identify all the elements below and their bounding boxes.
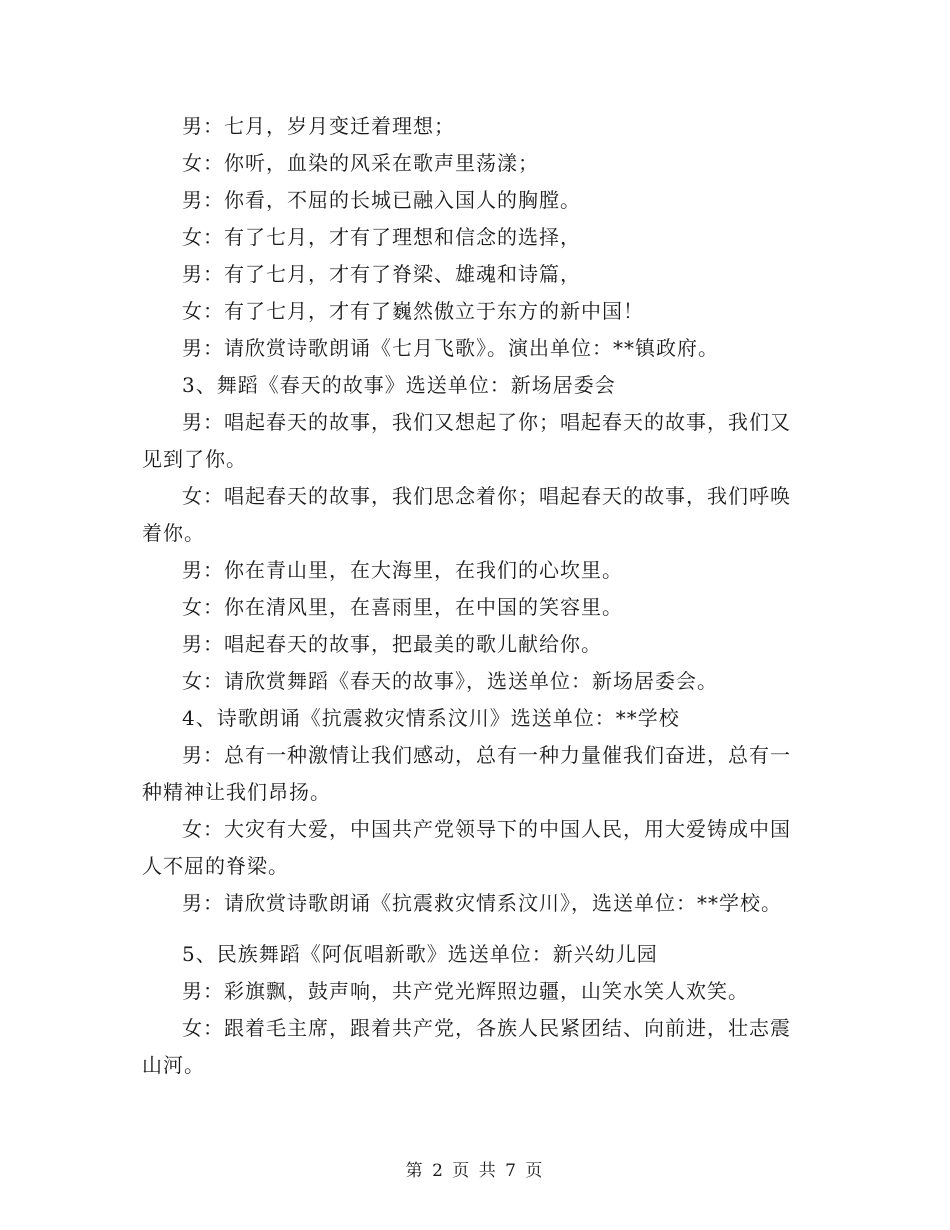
- paragraph: 男：彩旗飘，鼓声响，共产党光辉照边疆，山笑水笑人欢笑。: [182, 979, 749, 1003]
- section-heading: 5、民族舞蹈《阿佤唱新歌》选送单位：新兴幼儿园: [182, 942, 658, 966]
- paragraph: 男：总有一种激情让我们感动，总有一种力量催我们奋进，总有一种精神让我们昂扬。: [142, 743, 791, 804]
- paragraph: 女：大灾有大爱，中国共产党领导下的中国人民，用大爱铸成中国人不屈的脊梁。: [142, 817, 791, 878]
- paragraph: 女：你在清风里，在喜雨里，在中国的笑容里。: [182, 595, 623, 619]
- paragraph: 女：请欣赏舞蹈《春天的故事》，选送单位：新场居委会。: [182, 669, 718, 693]
- paragraph: 男：请欣赏诗歌朗诵《抗震救灾情系汶川》，选送单位：**学校。: [182, 891, 782, 915]
- paragraph: 女：有了七月，才有了巍然傲立于东方的新中国！: [182, 299, 644, 323]
- paragraph-spacer: [142, 922, 807, 936]
- paragraph: 女：跟着毛主席，跟着共产党，各族人民紧团结、向前进，壮志震山河。: [142, 1016, 791, 1077]
- paragraph: 男：有了七月，才有了脊梁、雄魂和诗篇，: [182, 262, 581, 286]
- paragraph: 女：有了七月，才有了理想和信念的选择，: [182, 225, 581, 249]
- paragraph: 男：你在青山里，在大海里，在我们的心坎里。: [182, 558, 623, 582]
- document-body: [142, 108, 807, 1084]
- page-number-footer: 第 2 页 共 7 页: [405, 1161, 545, 1181]
- paragraph: 女：唱起春天的故事，我们思念着你；唱起春天的故事，我们呼唤着你。: [142, 484, 791, 545]
- paragraph: 男：唱起春天的故事，把最美的歌儿献给你。: [182, 632, 602, 656]
- paragraph: 男：请欣赏诗歌朗诵《七月飞歌》。演出单位：**镇政府。: [182, 336, 719, 360]
- paragraph: 男：你看，不屈的长城已融入国人的胸膛。: [182, 188, 581, 212]
- section-heading: 4、诗歌朗诵《抗震救灾情系汶川》选送单位：**学校: [182, 706, 680, 730]
- section-heading: 3、舞蹈《春天的故事》选送单位：新场居委会: [182, 373, 616, 397]
- paragraph: 男：唱起春天的故事，我们又想起了你；唱起春天的故事，我们又见到了你。: [142, 410, 791, 471]
- paragraph: 男：七月，岁月变迁着理想；: [182, 114, 455, 138]
- paragraph: 女：你听，血染的风采在歌声里荡漾；: [182, 151, 539, 175]
